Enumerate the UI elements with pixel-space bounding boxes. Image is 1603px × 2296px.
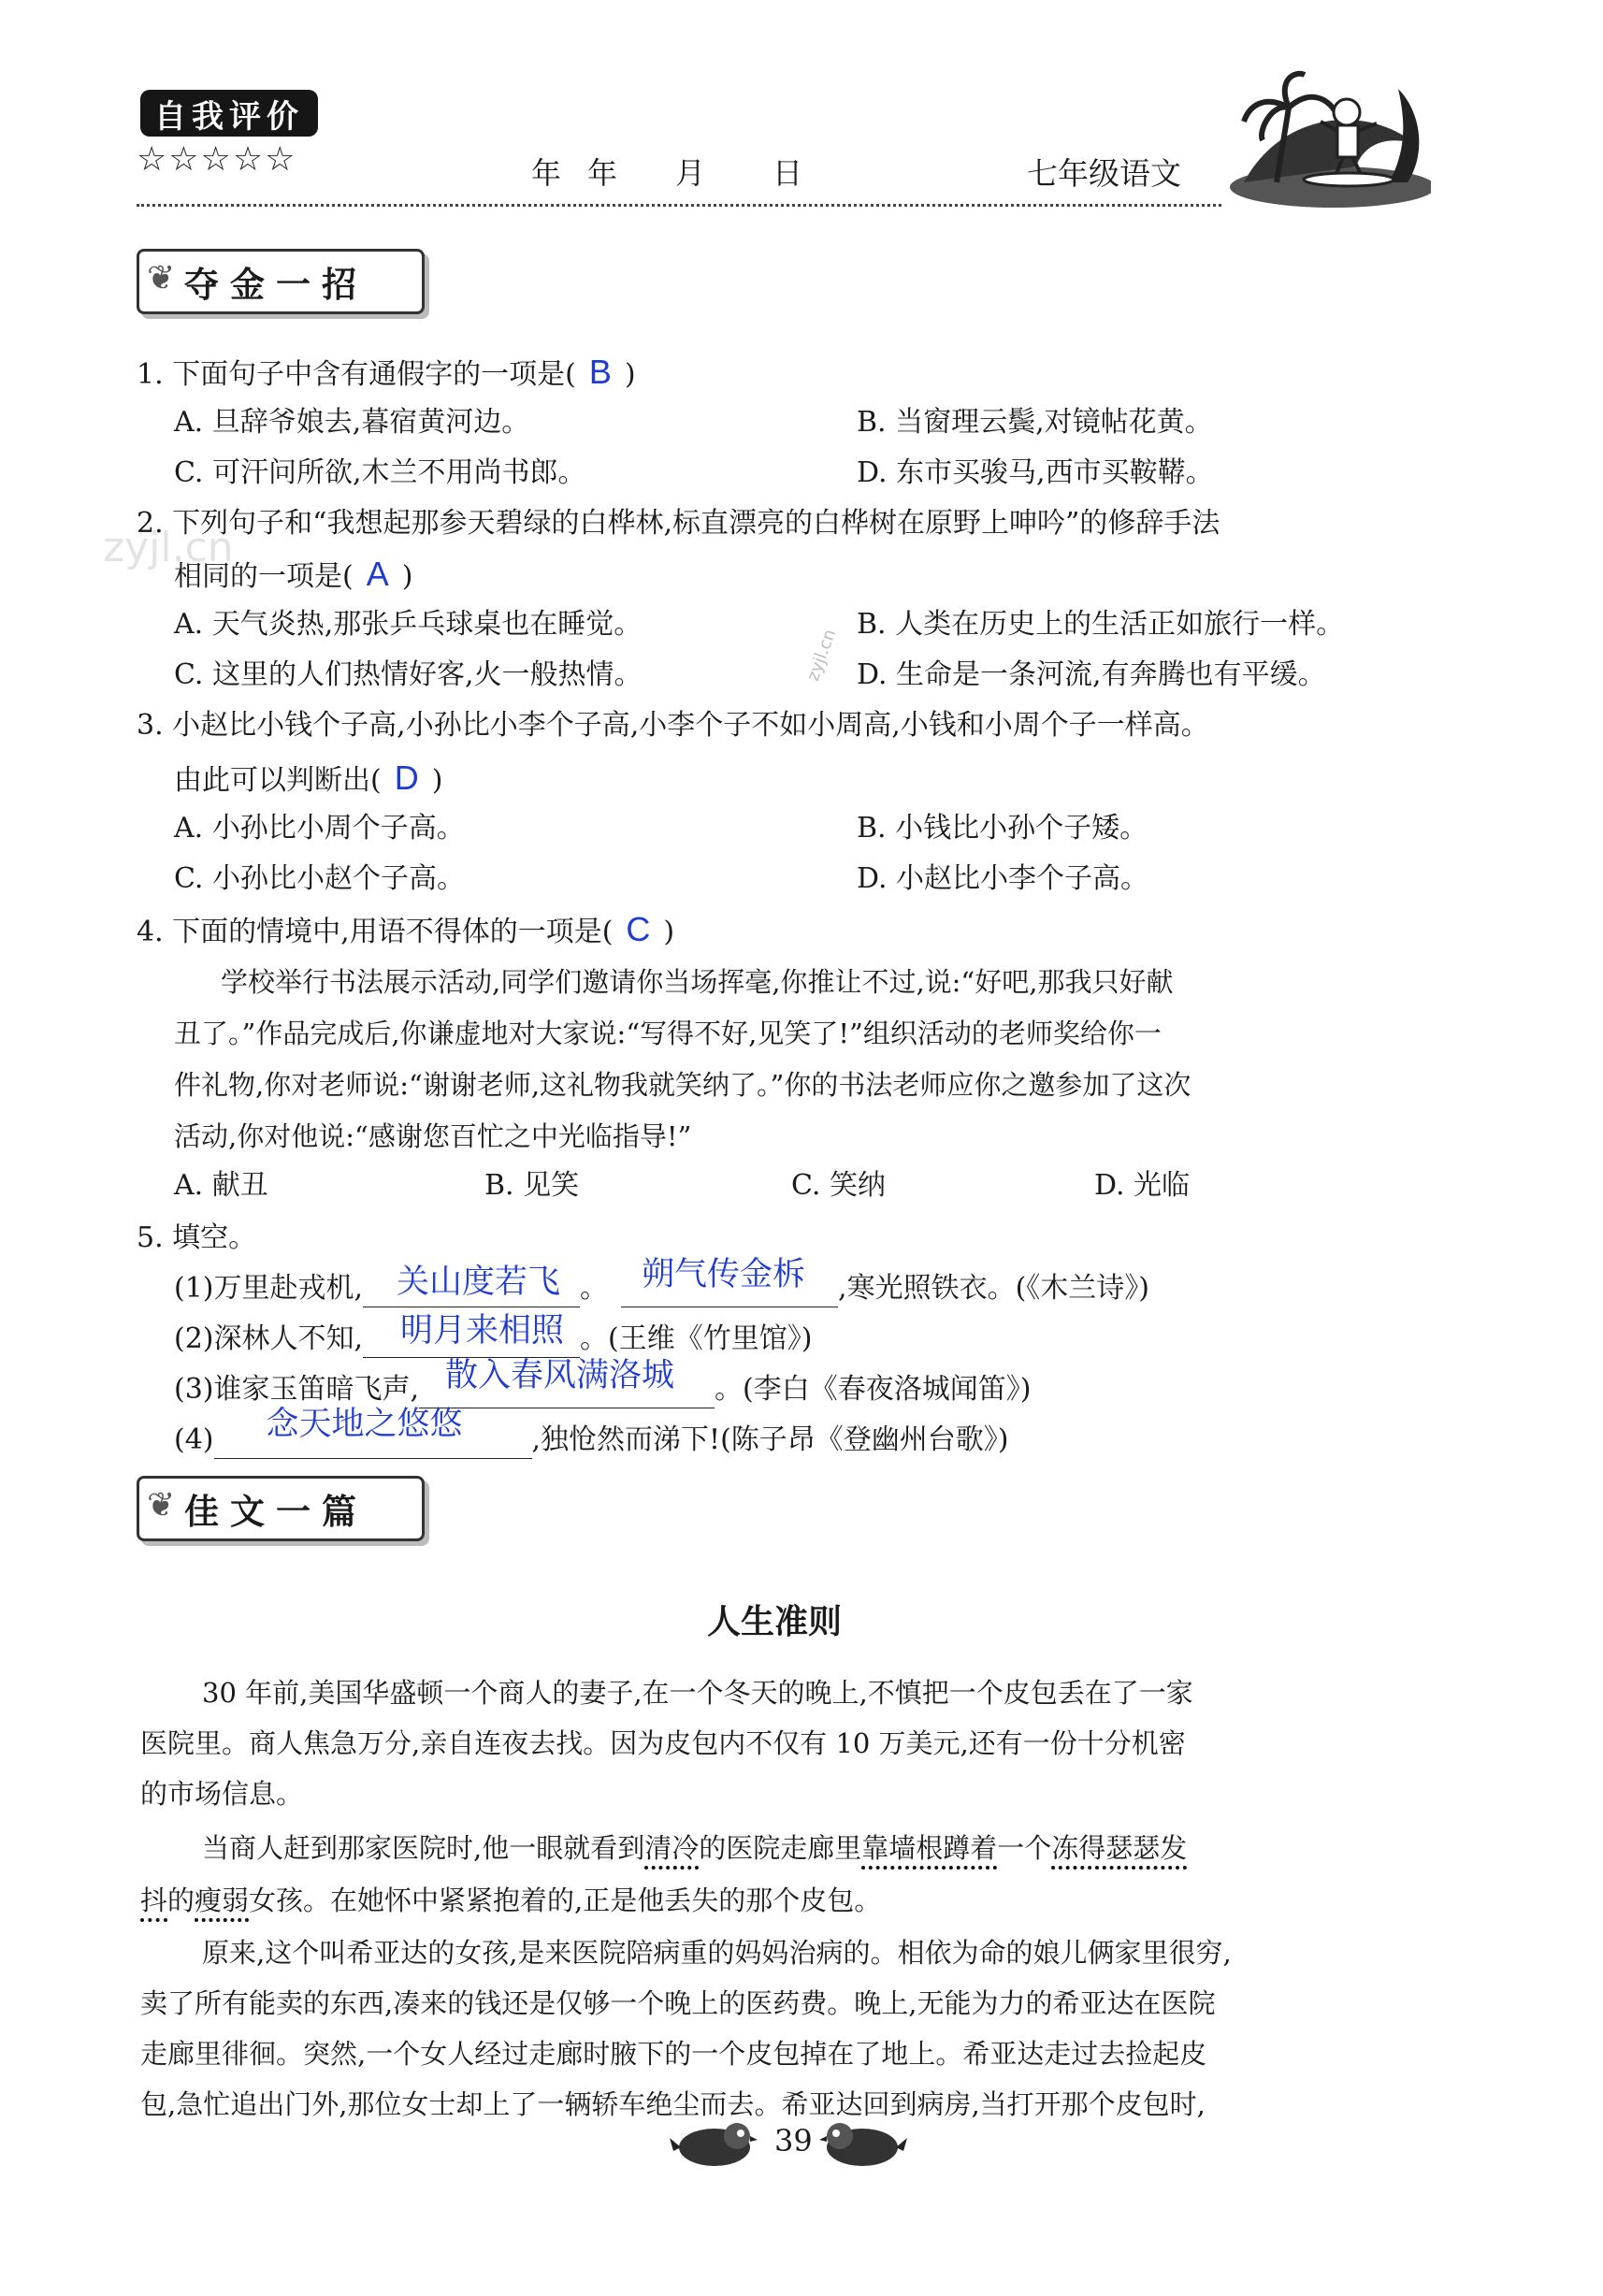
question-3-stem: 3. 小赵比小钱个子高,小孙比小李个子高,小李个子不如小周高,小钱和小周个子一样高。 — [137, 709, 1209, 742]
fill-blank-line-3: (3)谁家玉笛暗飞声, 散入春风满洛城 。(李白《春夜洛城闻笛》) — [174, 1371, 1031, 1408]
date-month-label: 月 — [675, 155, 706, 191]
header-divider — [137, 204, 1221, 207]
question-2-option-a: A. 天气炎热,那张乒乓球桌也在睡觉。 — [174, 608, 643, 641]
question-4-stem: 4. 下面的情境中,用语不得体的一项是( C ) — [137, 910, 675, 948]
question-4-option-a: A. 献丑 — [174, 1169, 268, 1202]
blank-3[interactable] — [363, 1312, 580, 1358]
question-1-answer: B — [588, 353, 612, 391]
question-1-option-c: C. 可汗问所欲,木兰不用尚书郎。 — [174, 456, 586, 489]
article-title: 人生准则 — [707, 1602, 843, 1641]
question-1-option-b: B. 当窗理云鬓,对镜帖花黄。 — [857, 406, 1213, 439]
page-number: 39 — [774, 2123, 813, 2159]
fill-blank-line-4: (4) 念天地之悠悠 ,独怆然而涕下!(陈子昂《登幽州台歌》) — [174, 1422, 1009, 1459]
question-5-stem: 5. 填空。 — [137, 1221, 257, 1254]
question-4-option-b: B. 见笑 — [484, 1169, 580, 1202]
article-paragraph-line: 的市场信息。 — [140, 1778, 304, 1810]
question-3-stem-cont: 由此可以判断出( D ) — [174, 758, 443, 797]
article-paragraph-line: 走廊里徘徊。突然,一个女人经过走廊时腋下的一个皮包掉在了地上。希亚达走过去捡起皮 — [140, 2038, 1207, 2070]
question-2-stem-cont: 相同的一项是( A ) — [174, 555, 413, 593]
fill-blank-line-2: (2)深林人不知, 明月来相照 。(王维《竹里馆》) — [174, 1321, 812, 1358]
handwritten-answer: 朔气传金柝 — [642, 1256, 806, 1293]
question-3-option-c: C. 小孙比小赵个子高。 — [174, 862, 465, 895]
surfer-illustration-icon — [1206, 56, 1431, 215]
rating-stars: ☆☆☆☆☆ — [137, 140, 297, 179]
date-year-label-1: 年 — [531, 155, 562, 191]
question-4-option-d: D. 光临 — [1094, 1169, 1191, 1202]
question-2-option-c: C. 这里的人们热情好客,火一般热情。 — [174, 658, 643, 691]
question-3-option-b: B. 小钱比小孙个子矮。 — [857, 812, 1148, 845]
section-title: 佳文一篇 — [184, 1491, 368, 1532]
question-2-answer: A — [366, 555, 389, 593]
date-day-label: 日 — [773, 155, 803, 191]
scroll-ornament-icon: ❦ — [147, 1486, 176, 1524]
question-2-option-b: B. 人类在历史上的生活正如旅行一样。 — [857, 608, 1345, 641]
handwritten-answer: 散入春风满洛城 — [445, 1357, 675, 1394]
article-paragraph-line: 当商人赶到那家医院时,他一眼就看到清冷的医院走廊里靠墙根蹲着一个冻得瑟瑟发 — [202, 1829, 1187, 1868]
section-title: 夺金一招 — [184, 264, 368, 305]
handwritten-answer: 明月来相照 — [400, 1312, 565, 1350]
scroll-ornament-icon: ❦ — [147, 259, 176, 297]
article-paragraph-line: 卖了所有能卖的东西,凑来的钱还是仅够一个晚上的医药费。晚上,无能为力的希亚达在医院 — [140, 1987, 1216, 2019]
question-4-answer: C — [626, 910, 651, 948]
blank-5[interactable] — [214, 1406, 532, 1459]
handwritten-answer: 念天地之悠悠 — [266, 1406, 463, 1443]
question-1-option-d: D. 东市买骏马,西市买鞍鞯。 — [857, 456, 1214, 489]
question-2-stem: 2. 下列句子和“我想起那参天碧绿的白桦林,标直漂亮的白桦树在原野上呻吟”的修辞手法 — [137, 507, 1220, 540]
grade-subject: 七年级语文 — [1027, 155, 1181, 192]
handwritten-answer: 关山度若飞 — [397, 1264, 561, 1301]
question-4-passage-line: 活动,你对他说:“感谢您百忙之中光临指导!” — [174, 1120, 692, 1152]
question-3-option-a: A. 小孙比小周个子高。 — [174, 812, 465, 845]
question-3-option-d: D. 小赵比小李个子高。 — [857, 862, 1149, 895]
date-year-label-2: 年 — [587, 155, 618, 191]
fill-blank-line-1: (1)万里赴戎机, 关山度若飞 。 朔气传金柝 ,寒光照铁衣。(《木兰诗》) — [174, 1270, 1149, 1307]
blank-4[interactable] — [419, 1357, 715, 1408]
bird-right-icon — [819, 2115, 909, 2172]
question-4-passage-line: 学校举行书法展示活动,同学们邀请你当场挥毫,你推让不过,说:“好吧,那我只好献 — [221, 966, 1174, 998]
watermark-small: zyjl.cn — [802, 627, 841, 684]
watermark: zyjl.cn — [103, 524, 234, 571]
article-paragraph-line: 包,急忙追出门外,那位女士却上了一辆轿车绝尘而去。希亚达回到病房,当打开那个皮包时, — [140, 2088, 1206, 2120]
article-paragraph-line: 30 年前,美国华盛顿一个商人的妻子,在一个冬天的晚上,不慎把一个皮包丢在了一家 — [202, 1677, 1193, 1709]
blank-1[interactable] — [363, 1264, 580, 1307]
section-heading-quiz — [137, 249, 425, 314]
self-evaluation-badge: 自我评价 — [140, 90, 318, 137]
question-3-answer: D — [394, 758, 419, 797]
question-4-passage-line: 丑了。”作品完成后,你谦虚地对大家说:“写得不好,见笑了!”组织活动的老师奖给你一 — [174, 1018, 1162, 1049]
section-heading-article — [137, 1476, 425, 1541]
bird-left-icon — [668, 2115, 758, 2172]
article-paragraph-line: 原来,这个叫希亚达的女孩,是来医院陪病重的妈妈治病的。相依为命的娘儿俩家里很穷, — [202, 1937, 1232, 1969]
question-2-option-d: D. 生命是一条河流,有奔腾也有平缓。 — [857, 658, 1326, 691]
question-4-passage-line: 件礼物,你对老师说:“谢谢老师,这礼物我就笑纳了。”你的书法老师应你之邀参加了这次 — [174, 1069, 1191, 1101]
article-paragraph-line: 抖的瘦弱女孩。在她怀中紧紧抱着的,正是他丢失的那个皮包。 — [140, 1882, 881, 1920]
question-4-option-c: C. 笑纳 — [791, 1169, 886, 1202]
article-paragraph-line: 医院里。商人焦急万分,亲自连夜去找。因为皮包内不仅有 10 万美元,还有一份十分机密 — [140, 1727, 1186, 1759]
question-1-option-a: A. 旦辞爷娘去,暮宿黄河边。 — [174, 406, 530, 439]
blank-2[interactable] — [621, 1256, 838, 1307]
question-1-stem: 1. 下面句子中含有通假字的一项是( B ) — [137, 353, 636, 391]
